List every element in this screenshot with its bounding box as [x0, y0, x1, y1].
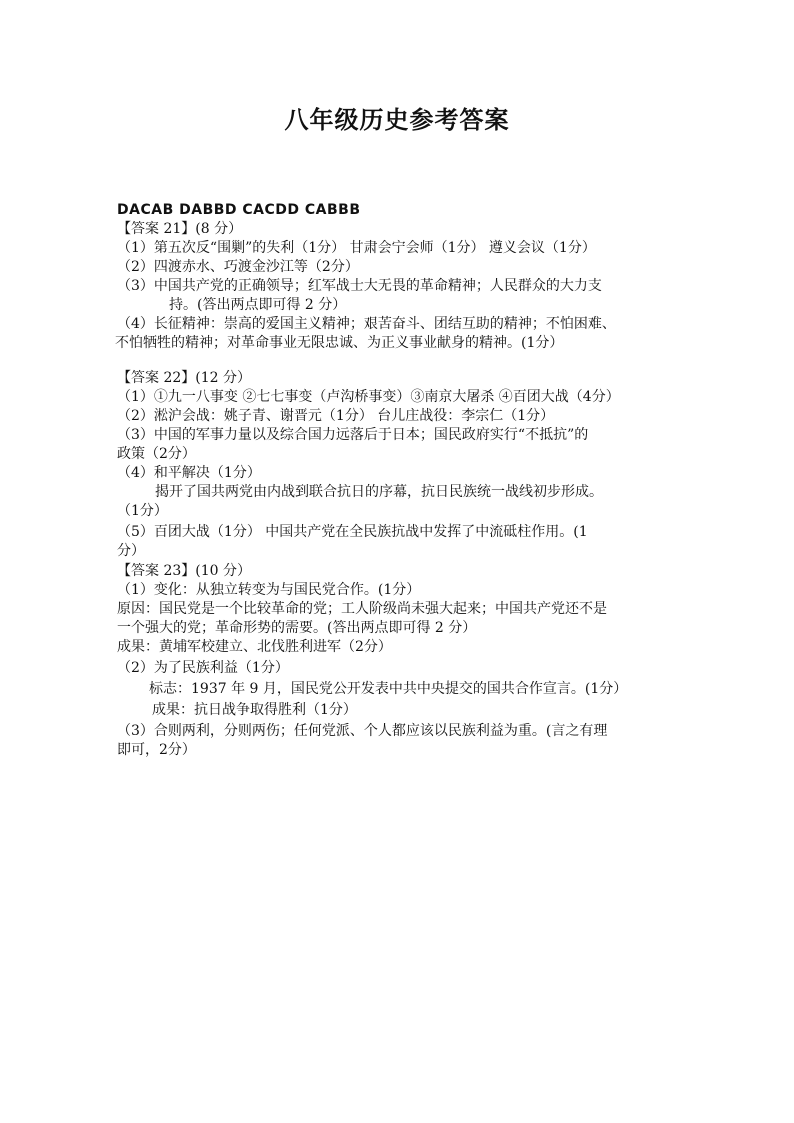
page-title: 八年级历史参考答案: [284, 105, 510, 134]
answer-22-line: （1分）: [117, 503, 168, 519]
answer-22-line: （2）淞沪会战：姚子青、谢晋元（1分） 台儿庄战役：李宗仁（1分）: [117, 408, 555, 424]
multiple-choice-answers: DACAB DABBD CACDD CABBB: [117, 202, 361, 218]
answer-22-line: 揭开了国共两党由内战到联合抗日的序幕，抗日民族统一战线初步形成。: [155, 484, 603, 500]
answer-23-line: 成果：黄埔军校建立、北伐胜利进军（2分）: [117, 639, 392, 655]
answer-22-line: 分）: [117, 543, 145, 559]
answer-21-line: （2）四渡赤水、巧渡金沙江等（2分）: [117, 259, 359, 275]
answer-21-section: [117, 220, 687, 353]
answer-23-line: （2）为了民族利益（1分）: [117, 660, 289, 676]
answer-23-line: 即可，2分）: [117, 742, 196, 758]
answer-22-line: 政策（2分）: [117, 446, 196, 462]
answer-21-line: （1）第五次反“围剿”的失利（1分） 甘肃会宁会师（1分） 遵义会议（1分）: [117, 240, 596, 256]
answer-21-header: 【答案 21】(8 分）: [117, 221, 243, 237]
answer-22-header: 【答案 22】(12 分）: [117, 370, 251, 386]
answer-22-line: （5）百团大战（1分） 中国共产党在全民族抗战中发挥了中流砥柱作用。(1: [117, 524, 588, 540]
answer-22-line: （4）和平解决（1分）: [117, 465, 261, 481]
answer-23-header: 【答案 23】(10 分）: [117, 563, 251, 579]
answer-21-line: 持。(答出两点即可得 2 分）: [169, 297, 347, 313]
answer-22-section: [117, 369, 687, 561]
answer-23-line: 成果：抗日战争取得胜利（1分）: [152, 702, 357, 718]
answer-21-line: （4）长征精神：崇高的爱国主义精神；艰苦奋斗、团结互助的精神；不怕困难、: [117, 316, 616, 332]
answer-22-line: （3）中国的军事力量以及综合国力远落后于日本；国民政府实行“不抵抗”的: [117, 427, 589, 443]
answer-23-line: （3）合则两利，分则两伤；任何党派、个人都应该以民族利益为重。(言之有理: [117, 723, 608, 739]
answer-22-line: （1）①九一八事变 ②七七事变（卢沟桥事变）③南京大屠杀 ④百团大战（4分）: [117, 389, 620, 405]
answer-23-line: 原因：国民党是一个比较革命的党；工人阶级尚未强大起来；中国共产党还不是: [117, 601, 607, 617]
answer-23-line: 一个强大的党；革命形势的需要。(答出两点即可得 2 分）: [117, 620, 477, 636]
answer-23-section: [117, 562, 687, 760]
answer-21-line: 不怕牺牲的精神；对革命事业无限忠诚、为正义事业献身的精神。(1分）: [115, 335, 564, 351]
answer-23-line: 标志：1937 年 9 月，国民党公开发表中共中央提交的国共合作宣言。(1分）: [149, 681, 628, 697]
answer-21-line: （3）中国共产党的正确领导；红军战士大无畏的革命精神；人民群众的大力支: [117, 278, 602, 294]
answer-23-line: （1）变化：从独立转变为与国民党合作。(1分）: [117, 582, 421, 598]
